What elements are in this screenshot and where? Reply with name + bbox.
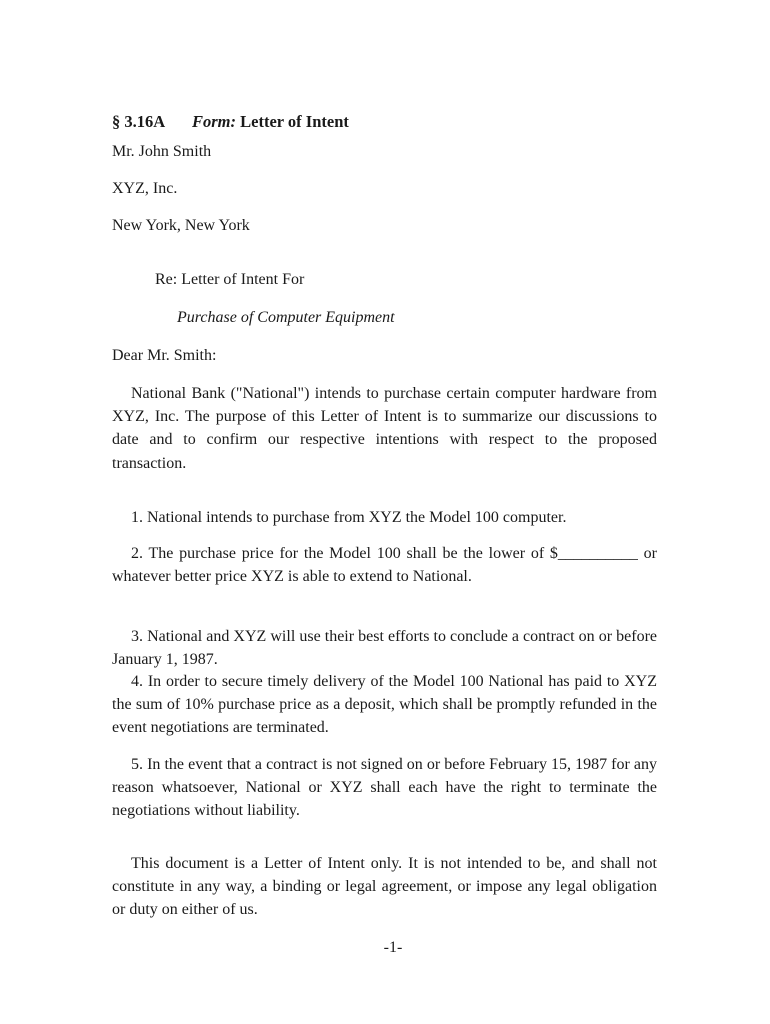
recipient-name: Mr. John Smith — [112, 143, 212, 160]
form-label: Form: — [192, 112, 237, 131]
list-item-3: 3. National and XYZ will use their best efforts to conclude a contract on or before January 1, 1987. — [112, 628, 657, 669]
re-line: Re: Letter of Intent For — [155, 271, 305, 288]
list-item-1: 1. National intends to purchase from XYZ the Model 100 computer. — [131, 509, 567, 526]
section-number: § 3.16A — [112, 112, 166, 131]
page-number: -1- — [383, 939, 403, 956]
salutation: Dear Mr. Smith: — [112, 347, 217, 364]
list-item-2: 2. The purchase price for the Model 100 shall be the lower of $__________ or whatever better price XYZ is able to extend to National. — [112, 545, 657, 586]
form-title: Letter of Intent — [240, 112, 349, 131]
section-heading — [112, 112, 349, 132]
intro-paragraph: National Bank ("National") intends to purchase certain computer hardware from XYZ, Inc. The purpose of this Letter of Intent is to summarize our discussions to date and to confirm our respective intentions with respect to the proposed transaction. — [112, 385, 657, 472]
closing-paragraph: This document is a Letter of Intent only. It is not intended to be, and shall not constitute in any way, a binding or legal agreement, or impose any legal obligation or duty on either of us. — [112, 855, 657, 919]
list-item-5: 5. In the event that a contract is not signed on or before February 15, 1987 for any reason whatsoever, National or XYZ shall each have the right to terminate the negotiations without liability. — [112, 756, 657, 820]
re-subject: Purchase of Computer Equipment — [177, 309, 395, 326]
recipient-city: New York, New York — [112, 217, 250, 234]
list-item-4: 4. In order to secure timely delivery of the Model 100 National has paid to XYZ the sum of 10% purchase price as a deposit, which shall be promptly refunded in the event negotiations are terminated. — [112, 673, 657, 737]
recipient-company: XYZ, Inc. — [112, 180, 178, 197]
